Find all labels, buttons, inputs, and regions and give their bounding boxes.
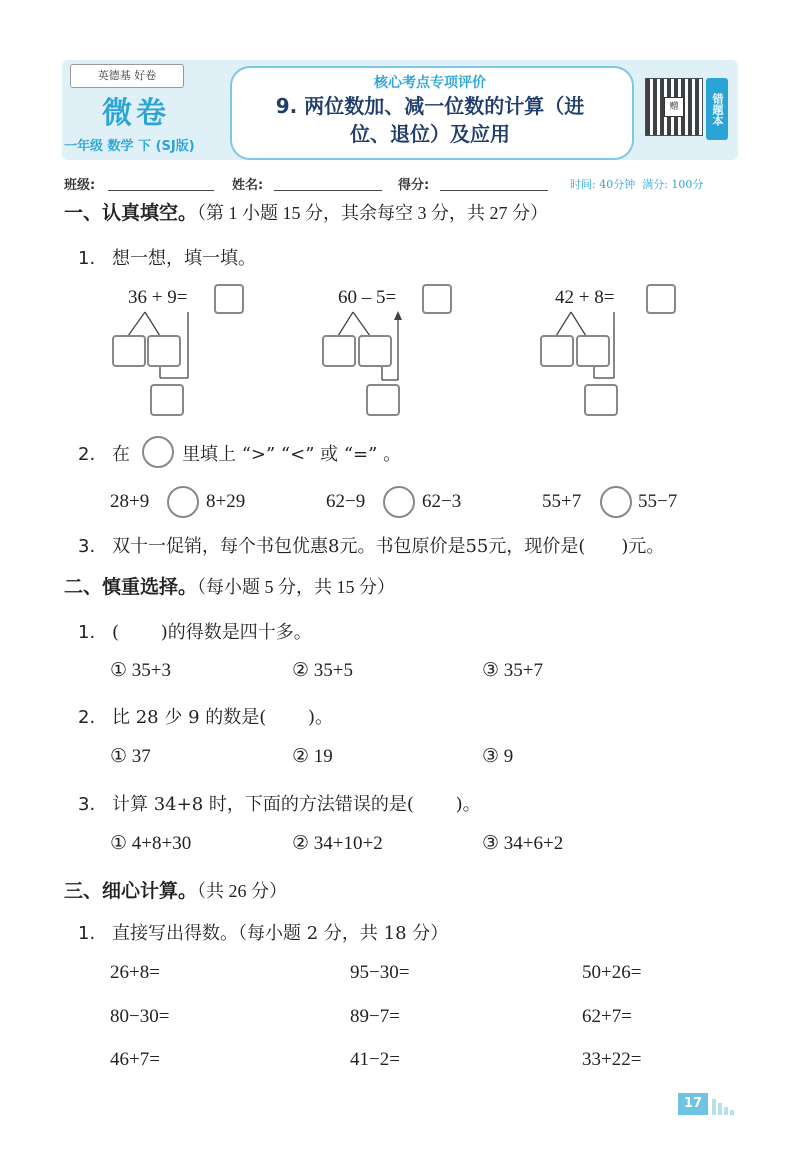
score-blank[interactable] (440, 190, 548, 191)
calc-item: 33+22= (582, 1049, 642, 1070)
publisher-logo: 英德基 好卷 (70, 64, 184, 88)
split-box[interactable] (322, 335, 356, 367)
compare-circle[interactable] (600, 486, 632, 518)
compare-right: 55−7 (638, 491, 678, 512)
option-1[interactable]: ① 4+8+30 (110, 833, 192, 854)
step-box[interactable] (150, 384, 184, 416)
compare-circle[interactable] (167, 486, 199, 518)
grade-label: 一年级 数学 下 (SJ版) (64, 139, 195, 154)
compare-left: 62−9 (326, 491, 366, 512)
title-line-2: 位、退位）及应用 (350, 122, 510, 146)
compare-left: 28+9 (110, 491, 150, 512)
split-box[interactable] (576, 335, 610, 367)
page-decoration (718, 1103, 722, 1115)
question-1-3: 3. 双十一促销，每个书包优惠8元。书包原价是55元，现价是( )元。 (78, 536, 665, 557)
step-box[interactable] (366, 384, 400, 416)
section-2-heading: 二、慎重选择。（每小题 5 分，共 15 分） (64, 576, 396, 598)
question-2-3: 3. 计算 34+8 时，下面的方法错误的是( )。 (78, 794, 481, 815)
calc-item: 95−30= (350, 962, 410, 983)
calc-item: 80−30= (110, 1006, 170, 1027)
compare-left: 55+7 (542, 491, 582, 512)
brand-title: 微卷 (102, 96, 170, 131)
split-box[interactable] (147, 335, 181, 367)
question-1-2-text: 里填上 “>” “<” 或 “=” 。 (182, 444, 402, 465)
option-3[interactable]: ③ 35+7 (482, 660, 543, 681)
calc-item: 46+7= (110, 1049, 160, 1070)
class-label: 班级: (64, 178, 96, 193)
option-3[interactable]: ③ 9 (482, 746, 514, 767)
option-2[interactable]: ② 19 (292, 746, 333, 767)
split-box[interactable] (112, 335, 146, 367)
split-box[interactable] (358, 335, 392, 367)
page-title (244, 92, 616, 148)
class-blank[interactable] (108, 190, 214, 191)
calc-item: 50+26= (582, 962, 642, 983)
section-1-heading: 一、认真填空。（第 1 小题 15 分，其余每空 3 分，共 27 分） (64, 202, 549, 224)
step-box[interactable] (584, 384, 618, 416)
compare-right: 62−3 (422, 491, 462, 512)
diagram-expr-1: 36 + 9= (128, 287, 188, 308)
error-book-tab[interactable]: 错题本 (706, 78, 728, 140)
option-1[interactable]: ① 37 (110, 746, 151, 767)
name-label: 姓名: (232, 178, 264, 193)
title-subtitle: 核心考点专项评价 (374, 75, 486, 91)
section-3-heading: 三、细心计算。（共 26 分） (64, 880, 288, 902)
split-box[interactable] (540, 335, 574, 367)
title-line-1: 9. 两位数加、减一位数的计算（进 (275, 94, 585, 118)
question-1-2: 2. 在 (78, 444, 130, 465)
calc-item: 89−7= (350, 1006, 400, 1027)
compare-right: 8+29 (206, 491, 246, 512)
name-blank[interactable] (274, 190, 382, 191)
answer-box[interactable] (646, 284, 676, 314)
compare-circle[interactable] (383, 486, 415, 518)
option-2[interactable]: ② 34+10+2 (292, 833, 383, 854)
diagram-expr-3: 42 + 8= (555, 287, 615, 308)
question-3-1: 1. 直接写出得数。（每小题 2 分，共 18 分） (78, 923, 449, 944)
question-2-2: 2. 比 28 少 9 的数是( )。 (78, 707, 334, 728)
compare-circle-example (142, 436, 174, 468)
page-decoration (724, 1107, 728, 1115)
calc-item: 26+8= (110, 962, 160, 983)
question-1-1: 1. 想一想，填一填。 (78, 248, 256, 269)
diagram-expr-2: 60 – 5= (338, 287, 397, 308)
score-label: 得分: (398, 178, 430, 193)
page-decoration (712, 1099, 716, 1115)
calc-item: 62+7= (582, 1006, 632, 1027)
question-2-1: 1. ( )的得数是四十多。 (78, 622, 312, 643)
calc-item: 41−2= (350, 1049, 400, 1070)
page-decoration (730, 1110, 734, 1115)
page-number: 17 (678, 1093, 708, 1115)
time-limit: 时间: 40分钟 满分: 100分 (570, 178, 704, 191)
option-3[interactable]: ③ 34+6+2 (482, 833, 564, 854)
qr-center-label: 赠 (664, 97, 684, 117)
option-2[interactable]: ② 35+5 (292, 660, 353, 681)
option-1[interactable]: ① 35+3 (110, 660, 171, 681)
